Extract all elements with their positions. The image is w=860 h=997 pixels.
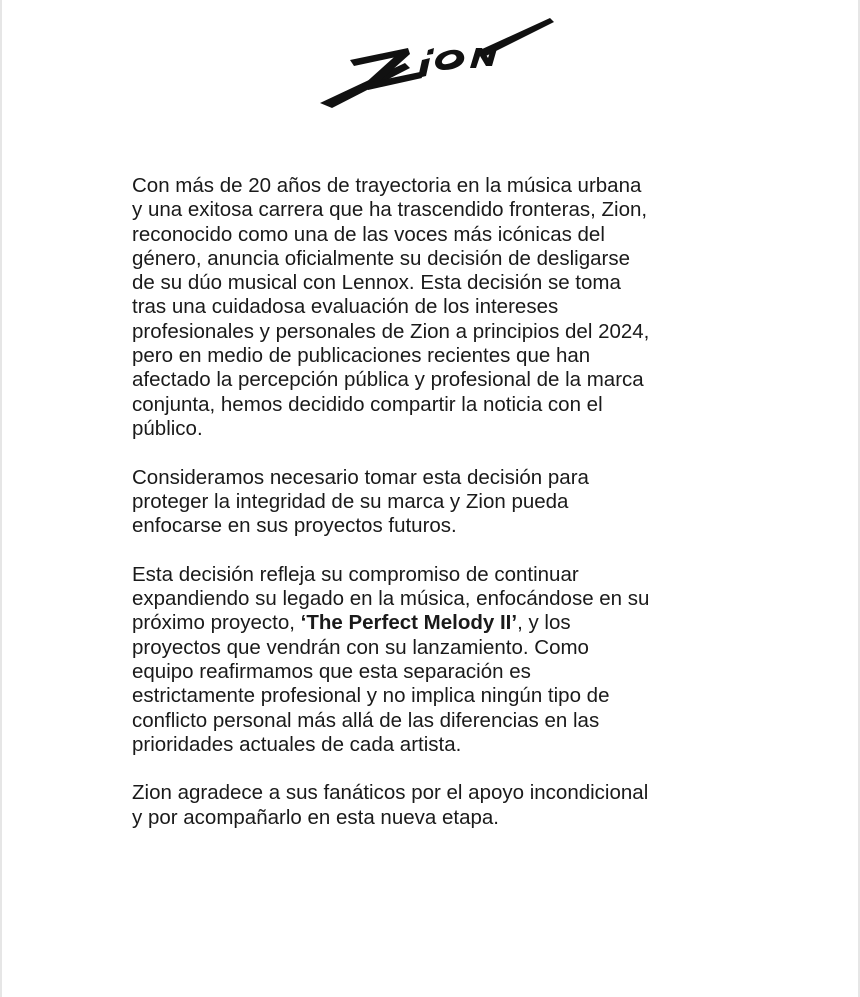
album-title: ‘The Perfect Melody II’ [300, 611, 518, 635]
zion-logo-icon [310, 8, 560, 108]
paragraph-commitment-part-1: Esta decisión refleja su compromiso de continuar expandiendo su legado en la música, enfocándose en su próximo proyecto, [132, 562, 650, 635]
paragraph-commitment-part-2: , y los proyectos que vendrán con su lanzamiento. Como equipo reafirmamos que esta separación es estrictamente profesional y no implica ningún tipo de conflicto personal más allá de las diferencias en las prioridades actuales de cada artista. [132, 611, 610, 756]
paragraph-thanks: Zion agradece a sus fanáticos por el apoyo incondicional y por acompañarlo en esta nueva etapa. [132, 781, 649, 829]
paragraph-announcement: Con más de 20 años de trayectoria en la música urbana y una exitosa carrera que ha trascendido fronteras, Zion, reconocido como una de las voces más icónicas del género, anuncia oficialmente su decisión de desligarse de su dúo musical con Lennox. Esta decisión se toma tras una cuidadosa evaluación de los intereses profesionales y personales de Zion a principios del 2024, pero en medio de publicaciones recientes que han afectado la percepción pública y profesional de la marca conjunta, hemos decidido compartir la noticia con el público. [132, 174, 650, 440]
statement-body [132, 174, 742, 830]
paragraph-commitment [132, 563, 742, 757]
zion-logo [310, 8, 560, 108]
paragraph-reason: Consideramos necesario tomar esta decisión para proteger la integridad de su marca y Zion pueda enfocarse en sus proyectos futuros. [132, 465, 589, 538]
